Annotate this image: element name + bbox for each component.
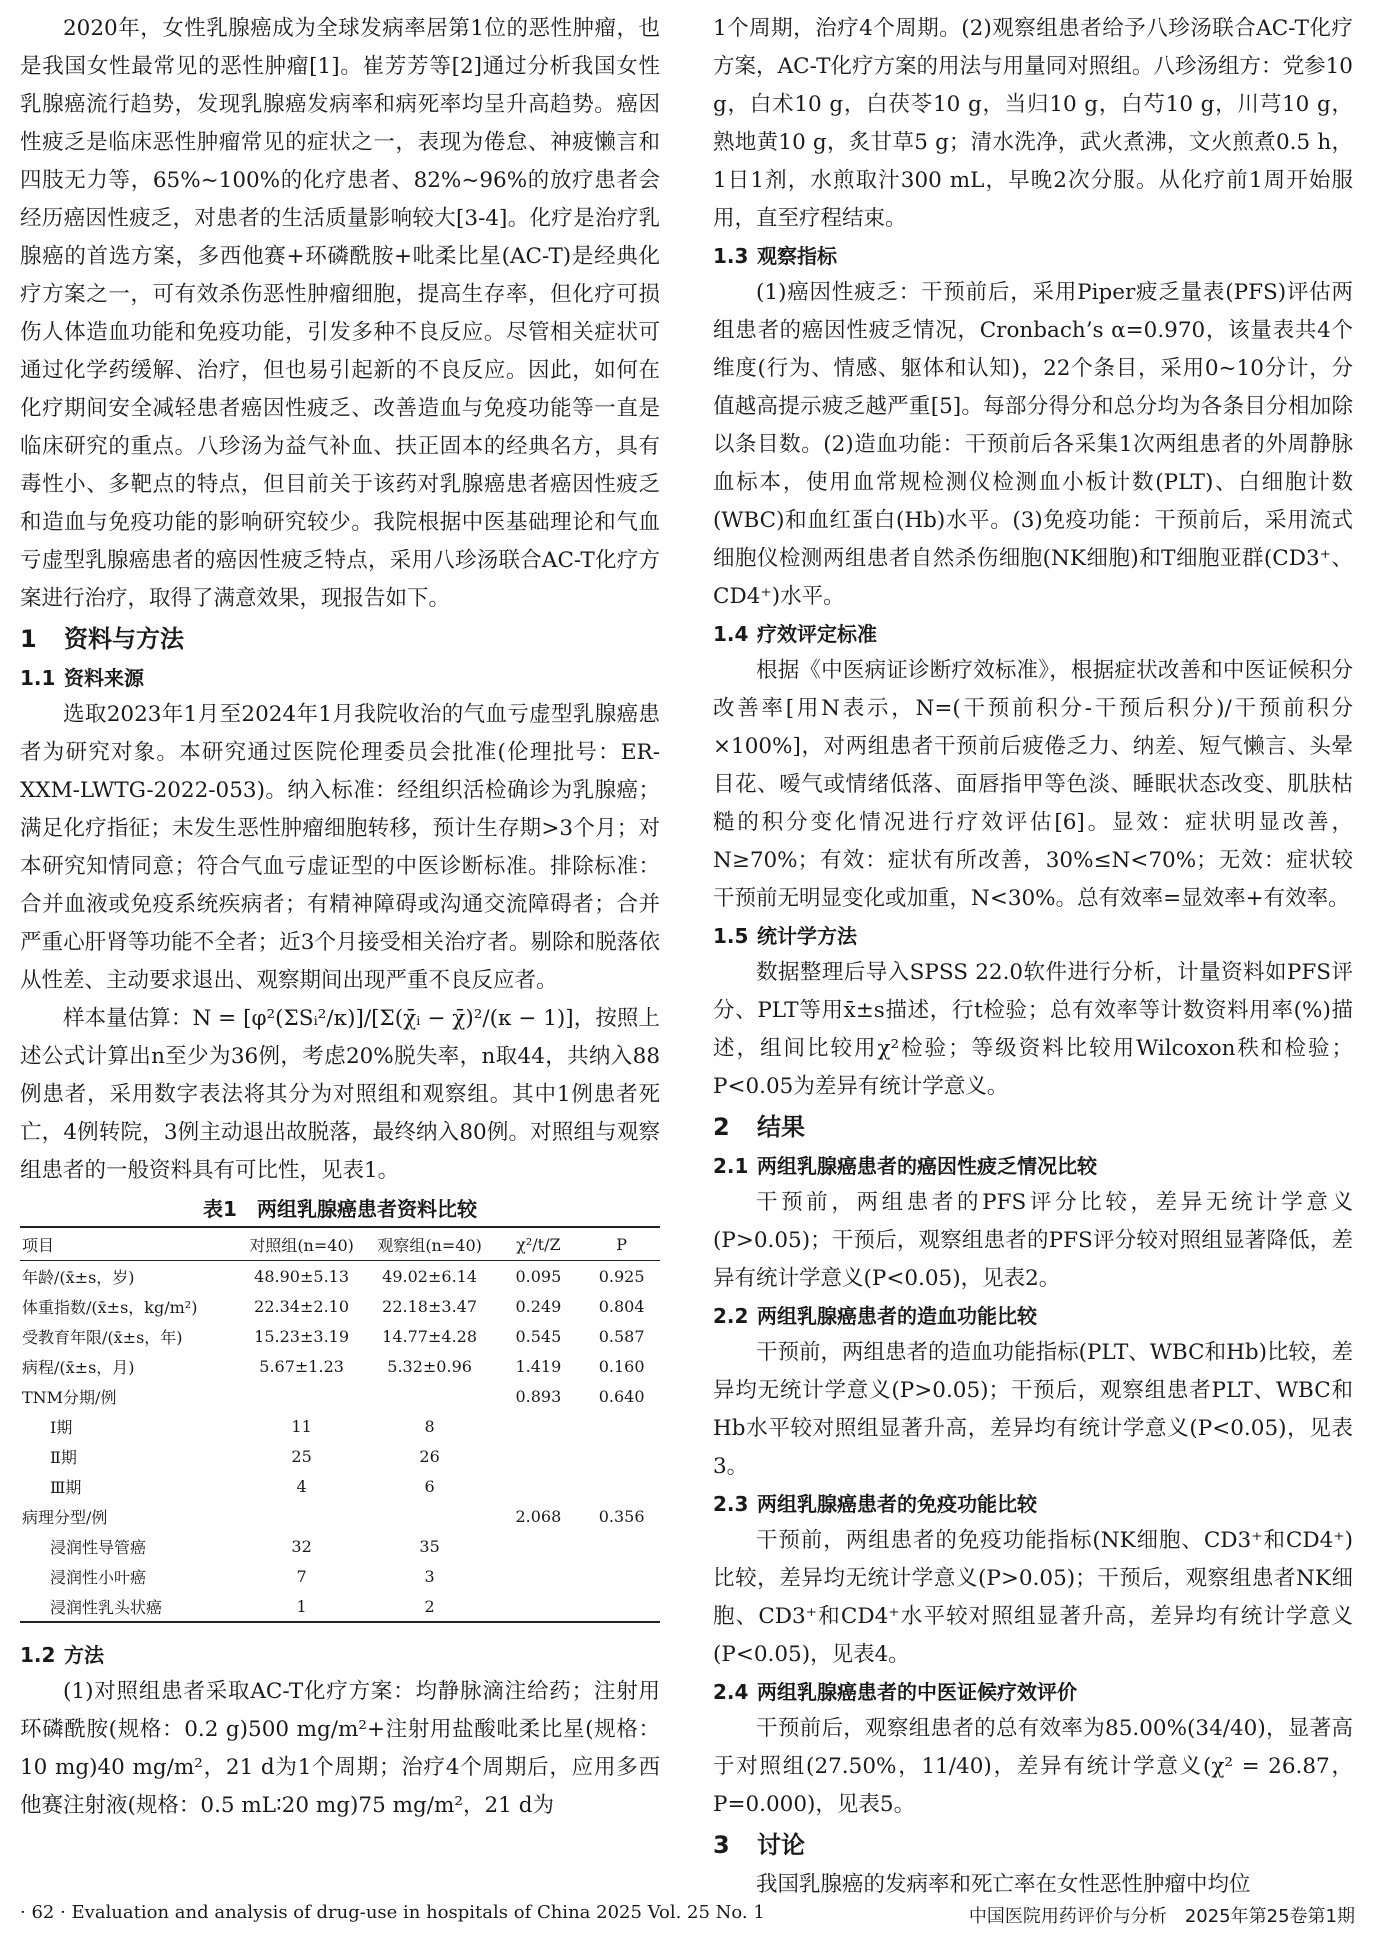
observation-indicators-paragraph: (1)癌因性疲乏：干预前后，采用Piper疲乏量表(PFS)评估两组患者的癌因性疲乏情况，Cronbach’s α=0.970，该量表共4个维度(行为、情感、躯体和认知)，22个条目，采用0~10分计，分值越高提示疲乏越严重[5]。每部分得分和总分均为各条目分相加除以条目数。(2)造血功能：干预前后各采集1次两组患者的外周静脉血标本，使用血常规检测仪检测血小板计数(PLT)、白细胞计数(WBC)和血红蛋白(Hb)水平。(3)免疫功能：干预前后，采用流式细胞仪检测两组患者自然杀伤细胞(NK细胞)和T细胞亚群(CD3⁺、CD4⁺)水平。 <box>713 280 1353 609</box>
table-cell: 5.32±0.96 <box>387 1356 472 1376</box>
table-cell: 0.925 <box>598 1266 645 1286</box>
table-cell: 14.77±4.28 <box>382 1326 478 1346</box>
sample-size-paragraph: 样本量估算：N = [φ²(ΣSᵢ²/κ)]/[Σ(χ̄ᵢ − χ̄)²/(κ − 1)]，按照上述公式计算出n至少为36例，考虑20%脱失率，n取44，共纳入88例患者，采用数字表法将其分为对照组和观察组。其中1例患者死亡，4例转院，3例主动退出故脱落，最终纳入80例。对照组与观察组患者的一般资料具有可比性，见表1。 <box>20 1006 660 1183</box>
data-source-paragraph: 选取2023年1月至2024年1月我院收治的气血亏虚型乳腺癌患者为研究对象。本研究通过医院伦理委员会批准(伦理批号：ER-XXM-LWTG-2022-053)。纳入标准：经组织活检确诊为乳腺癌；满足化疗指征；未发生恶性肿瘤细胞转移，预计生存期>3个月；对本研究知情同意；符合气血亏虚证型的中医诊断标准。排除标准：合并血液或免疫系统疾病者；有精神障碍或沟通交流障碍者；合并严重心肝肾等功能不全者；近3个月接受相关治疗者。剔除和脱落依从性差、主动要求退出、观察期间出现严重不良反应者。 <box>20 702 660 993</box>
left-column <box>20 10 660 1825</box>
table-cell <box>238 1381 366 1411</box>
table-cell: 49.02±6.14 <box>382 1266 478 1286</box>
table-row <box>20 1411 660 1441</box>
table-cell: 15.23±3.19 <box>254 1326 350 1346</box>
right-column <box>713 10 1353 1904</box>
table-cell: 48.90±5.13 <box>254 1266 350 1286</box>
table-cell: 0.640 <box>598 1386 645 1406</box>
subsection-2-2-heading: 2.2 两组乳腺癌患者的造血功能比较 <box>713 1304 1037 1328</box>
subsection-1-4-heading: 1.4 疗效评定标准 <box>713 622 877 646</box>
table-cell <box>583 1411 660 1441</box>
table-cell: 1 <box>296 1596 307 1616</box>
subsection-1-1-heading: 1.1 资料来源 <box>20 666 144 690</box>
table-cell: 0.545 <box>515 1326 562 1346</box>
subsection-1-5-heading: 1.5 统计学方法 <box>713 924 857 948</box>
table-cell: 22.34±2.10 <box>254 1296 350 1316</box>
page-footer-right: 中国医院用药评价与分析 2025年第25卷第1期 <box>968 1906 1355 1927</box>
table-row <box>20 1501 660 1531</box>
table-cell: 2 <box>424 1596 435 1616</box>
table-cell: Ⅲ期 <box>50 1477 82 1497</box>
table-cell: 8 <box>424 1416 435 1436</box>
subsection-2-1-heading: 2.1 两组乳腺癌患者的癌因性疲乏情况比较 <box>713 1154 1097 1178</box>
method-paragraph: (1)对照组患者采取AC-T化疗方案：均静脉滴注给药；注射用环磷酰胺(规格：0.2 g)500 mg/m²+注射用盐酸吡柔比星(规格：10 mg)40 mg/m²，21 d为1个周期；治疗4个周期后，应用多西他赛注射液(规格：0.5 mL∶20 mg)75 mg/m²，21 d为 <box>20 1679 660 1818</box>
table-cell <box>583 1531 660 1561</box>
statistics-paragraph: 数据整理后导入SPSS 22.0软件进行分析，计量资料如PFS评分、PLT等用x̄±s描述，行t检验；总有效率等计数资料用率(%)描述，组间比较用χ²检验；等级资料比较用Wilcoxon秩和检验；P<0.05为差异有统计学意义。 <box>713 960 1353 1099</box>
table-row <box>20 1291 660 1321</box>
section-2-heading: 2 结果 <box>713 1113 805 1141</box>
section-1-heading: 1 资料与方法 <box>20 625 184 653</box>
table-cell: 22.18±3.47 <box>382 1296 478 1316</box>
table-row <box>20 1381 660 1411</box>
table-cell: 4 <box>296 1476 307 1496</box>
table-cell: 0.160 <box>598 1356 645 1376</box>
table-cell <box>238 1501 366 1531</box>
subsection-2-4-heading: 2.4 两组乳腺癌患者的中医证候疗效评价 <box>713 1680 1077 1704</box>
table-cell: 年龄/(x̄±s，岁) <box>22 1267 135 1287</box>
page-footer-left: · 62 · Evaluation and analysis of drug-use in hospitals of China 2025 Vol. 25 No. 1 <box>20 1902 765 1923</box>
table-cell: 浸润性导管癌 <box>50 1537 147 1557</box>
table-cell: 病理分型/例 <box>22 1507 108 1527</box>
table-header-cell: 项目 <box>22 1235 55 1255</box>
subsection-1-3-heading: 1.3 观察指标 <box>713 244 837 268</box>
table-cell <box>583 1441 660 1471</box>
table-cell: 浸润性小叶癌 <box>50 1567 147 1587</box>
intro-paragraph: 2020年，女性乳腺癌成为全球发病率居第1位的恶性肿瘤，也是我国女性最常见的恶性肿瘤[1]。崔芳芳等[2]通过分析我国女性乳腺癌流行趋势，发现乳腺癌发病率和病死率均呈升高趋势。癌因性疲乏是临床恶性肿瘤常见的症状之一，表现为倦怠、神疲懒言和四肢无力等，65%~100%的化疗患者、82%~96%的放疗患者会经历癌因性疲乏，对患者的生活质量影响较大[3-4]。化疗是治疗乳腺癌的首选方案，多西他赛+环磷酰胺+吡柔比星(AC-T)是经典化疗方案之一，可有效杀伤恶性肿瘤细胞，提高生存率，但化疗可损伤人体造血功能和免疫功能，引发多种不良反应。尽管相关症状可通过化学药缓解、治疗，但也易引起新的不良反应。因此，如何在化疗期间安全减轻患者癌因性疲乏、改善造血与免疫功能等一直是临床研究的重点。八珍汤为益气补血、扶正固本的经典名方，具有毒性小、多靶点的特点，但目前关于该药对乳腺癌患者癌因性疲乏和造血与免疫功能的影响研究较少。我院根据中医基础理论和气血亏虚型乳腺癌患者的癌因性疲乏特点，采用八珍汤联合AC-T化疗方案进行治疗，取得了满意效果，现报告如下。 <box>20 16 660 611</box>
table-row <box>20 1531 660 1561</box>
subsection-1-2-heading: 1.2 方法 <box>20 1643 104 1667</box>
table-cell: 病程/(x̄±s，月) <box>22 1357 135 1377</box>
table-cell: Ⅱ期 <box>50 1447 77 1467</box>
table-cell: 3 <box>424 1566 435 1586</box>
table-cell <box>366 1381 494 1411</box>
table-cell <box>494 1531 584 1561</box>
result-tcm-efficacy-paragraph: 干预前后，观察组患者的总有效率为85.00%(34/40)，显著高于对照组(27.50%，11/40)，差异有统计学意义(χ² = 26.87，P=0.000)，见表5。 <box>713 1716 1353 1817</box>
result-hematopoietic-paragraph: 干预前，两组患者的造血功能指标(PLT、WBC和Hb)比较，差异均无统计学意义(P>0.05)；干预后，观察组患者PLT、WBC和Hb水平较对照组显著升高，差异均有统计学意义(P<0.05)，见表3。 <box>713 1340 1353 1479</box>
table-row <box>20 1591 660 1622</box>
table-cell: 26 <box>419 1446 440 1466</box>
table-cell <box>494 1441 584 1471</box>
table-cell: 0.249 <box>515 1296 562 1316</box>
table-cell: 35 <box>419 1536 440 1556</box>
table-cell <box>583 1471 660 1501</box>
table-cell: 7 <box>296 1566 307 1586</box>
table-cell: 0.356 <box>598 1506 645 1526</box>
table-cell: 11 <box>291 1416 312 1436</box>
table-cell: 25 <box>291 1446 312 1466</box>
table-cell: Ⅰ期 <box>50 1417 73 1437</box>
table-cell: 0.893 <box>515 1386 562 1406</box>
method-continued-paragraph: 1个周期，治疗4个周期。(2)观察组患者给予八珍汤联合AC-T化疗方案，AC-T化疗方案的用法与用量同对照组。八珍汤组方：党参10 g，白术10 g，白茯苓10 g，当归10 g，白芍10 g，川芎10 g，熟地黄10 g，炙甘草5 g；清水洗净，武火煮沸，文火煎煮0.5 h，1日1剂，水煎取汁300 mL，早晚2次分服。从化疗前1周开始服用，直至疗程结束。 <box>713 16 1353 231</box>
result-fatigue-paragraph: 干预前，两组患者的PFS评分比较，差异无统计学意义(P>0.05)；干预后，观察组患者的PFS评分较对照组显著降低，差异有统计学意义(P<0.05)，见表2。 <box>713 1190 1353 1291</box>
table-cell: 0.095 <box>515 1266 562 1286</box>
table-cell: 6 <box>424 1476 435 1496</box>
table-cell <box>366 1501 494 1531</box>
section-3-heading: 3 讨论 <box>713 1831 805 1859</box>
table-row <box>20 1471 660 1501</box>
table-cell: 2.068 <box>515 1506 562 1526</box>
result-immune-paragraph: 干预前，两组患者的免疫功能指标(NK细胞、CD3⁺和CD4⁺)比较，差异均无统计学意义(P>0.05)；干预后，观察组患者NK细胞、CD3⁺和CD4⁺水平较对照组显著升高，差异均有统计学意义(P<0.05)，见表4。 <box>713 1528 1353 1667</box>
table-cell: 0.804 <box>598 1296 645 1316</box>
table-cell: 0.587 <box>598 1326 645 1346</box>
table-header-cell: 观察组(n=40) <box>377 1235 482 1255</box>
table-cell: 浸润性乳头状癌 <box>50 1597 163 1617</box>
table-1-caption: 表1 两组乳腺癌患者资料比较 <box>203 1197 477 1221</box>
discussion-paragraph: 我国乳腺癌的发病率和死亡率在女性恶性肿瘤中均位 <box>756 1872 1251 1897</box>
table-1-body <box>20 1261 660 1623</box>
table-row <box>20 1561 660 1591</box>
table-header-cell: 对照组(n=40) <box>249 1235 354 1255</box>
table-cell <box>583 1561 660 1591</box>
table-cell: 体重指数/(x̄±s，kg/m²) <box>22 1297 198 1317</box>
table-header-cell: P <box>616 1234 627 1254</box>
table-row <box>20 1321 660 1351</box>
table-cell <box>494 1411 584 1441</box>
table-1 <box>20 1226 660 1623</box>
table-cell: 32 <box>291 1536 312 1556</box>
table-cell <box>494 1471 584 1501</box>
table-cell <box>494 1591 584 1622</box>
table-row <box>20 1261 660 1292</box>
table-cell <box>494 1561 584 1591</box>
subsection-2-3-heading: 2.3 两组乳腺癌患者的免疫功能比较 <box>713 1492 1037 1516</box>
table-header-row <box>20 1227 660 1261</box>
efficacy-criteria-paragraph: 根据《中医病证诊断疗效标准》，根据症状改善和中医证候积分改善率[用N表示，N=(干预前积分-干预后积分)/干预前积分×100%]，对两组患者干预前后疲倦乏力、纳差、短气懒言、头晕目花、嗳气或情绪低落、面唇指甲等色淡、睡眠状态改变、肌肤枯糙的积分变化情况进行疗效评估[6]。显效：症状明显改善，N≥70%；有效：症状有所改善，30%≤N<70%；无效：症状较干预前无明显变化或加重，N<30%。总有效率=显效率+有效率。 <box>713 658 1353 911</box>
table-cell: TNM分期/例 <box>22 1387 117 1407</box>
table-header-cell: χ²/t/Z <box>516 1234 561 1254</box>
table-row <box>20 1441 660 1471</box>
table-cell: 1.419 <box>515 1356 562 1376</box>
table-cell: 5.67±1.23 <box>259 1356 344 1376</box>
table-row <box>20 1351 660 1381</box>
table-cell <box>583 1591 660 1622</box>
table-cell: 受教育年限/(x̄±s，年) <box>22 1327 183 1347</box>
